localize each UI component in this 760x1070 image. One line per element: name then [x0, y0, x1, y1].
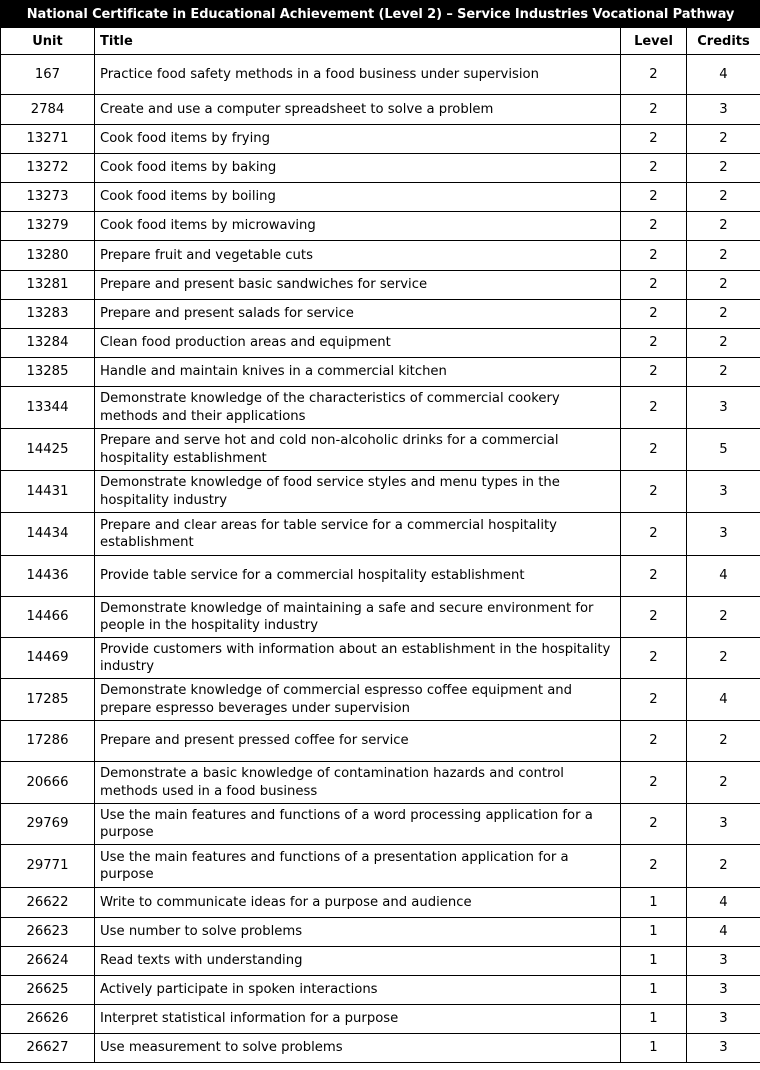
- level-cell: 2: [621, 125, 687, 154]
- level-cell: 2: [621, 638, 687, 679]
- credits-cell: 4: [687, 556, 760, 597]
- unit-cell: 20666: [1, 762, 95, 804]
- credits-cell: 2: [687, 597, 760, 638]
- level-cell: 1: [621, 918, 687, 947]
- title-cell: Demonstrate knowledge of food service styles and menu types in the hospitality industry: [95, 471, 621, 513]
- table-row: [1, 721, 760, 762]
- unit-cell: 26622: [1, 888, 95, 918]
- credits-cell: 3: [687, 976, 760, 1005]
- credits-cell: 5: [687, 429, 760, 471]
- unit-cell: 29771: [1, 845, 95, 888]
- unit-cell: 26623: [1, 918, 95, 947]
- title-cell: Handle and maintain knives in a commercial kitchen: [95, 358, 621, 387]
- banner-row: [1, 1, 760, 28]
- level-cell: 2: [621, 804, 687, 845]
- credits-cell: 2: [687, 358, 760, 387]
- unit-cell: 26625: [1, 976, 95, 1005]
- unit-cell: 13279: [1, 212, 95, 241]
- title-cell: Cook food items by boiling: [95, 183, 621, 212]
- credits-cell: 4: [687, 918, 760, 947]
- level-cell: 2: [621, 212, 687, 241]
- title-cell: Clean food production areas and equipment: [95, 329, 621, 358]
- table-row: [1, 358, 760, 387]
- table-row: [1, 241, 760, 271]
- unit-cell: 14434: [1, 513, 95, 556]
- unit-cell: 14436: [1, 556, 95, 597]
- title-cell: Demonstrate knowledge of the characteristics of commercial cookery methods and their applications: [95, 387, 621, 429]
- credits-cell: 2: [687, 638, 760, 679]
- unit-cell: 14431: [1, 471, 95, 513]
- table-row: [1, 513, 760, 556]
- credits-cell: 3: [687, 1005, 760, 1034]
- unit-cell: 14466: [1, 597, 95, 638]
- table-body: [1, 55, 760, 1063]
- level-cell: 2: [621, 329, 687, 358]
- table-row: [1, 762, 760, 804]
- credits-cell: 2: [687, 762, 760, 804]
- table-row: [1, 888, 760, 918]
- table-row: [1, 947, 760, 976]
- table-row: [1, 154, 760, 183]
- unit-cell: 13285: [1, 358, 95, 387]
- table-row: [1, 329, 760, 358]
- unit-cell: 26624: [1, 947, 95, 976]
- credits-cell: 2: [687, 212, 760, 241]
- level-cell: 2: [621, 183, 687, 212]
- table-row: [1, 212, 760, 241]
- title-cell: Prepare and present salads for service: [95, 300, 621, 329]
- credits-cell: 4: [687, 679, 760, 721]
- credits-cell: 2: [687, 271, 760, 300]
- credits-cell: 3: [687, 804, 760, 845]
- level-cell: 2: [621, 154, 687, 183]
- title-cell: Demonstrate a basic knowledge of contamination hazards and control methods used in a food business: [95, 762, 621, 804]
- level-cell: 2: [621, 721, 687, 762]
- credits-cell: 2: [687, 721, 760, 762]
- unit-cell: 14469: [1, 638, 95, 679]
- title-cell: Write to communicate ideas for a purpose and audience: [95, 888, 621, 918]
- level-cell: 1: [621, 888, 687, 918]
- table-row: [1, 638, 760, 679]
- unit-cell: 13281: [1, 271, 95, 300]
- credits-cell: 3: [687, 95, 760, 125]
- table-row: [1, 1005, 760, 1034]
- table-row: [1, 183, 760, 212]
- unit-cell: 17285: [1, 679, 95, 721]
- unit-cell: 13273: [1, 183, 95, 212]
- level-cell: 2: [621, 429, 687, 471]
- credits-cell: 2: [687, 154, 760, 183]
- unit-cell: 17286: [1, 721, 95, 762]
- title-cell: Interpret statistical information for a purpose: [95, 1005, 621, 1034]
- table-row: [1, 271, 760, 300]
- title-cell: Demonstrate knowledge of maintaining a safe and secure environment for people in the hospitality industry: [95, 597, 621, 638]
- title-cell: Actively participate in spoken interactions: [95, 976, 621, 1005]
- level-cell: 1: [621, 1034, 687, 1063]
- level-cell: 2: [621, 55, 687, 95]
- level-cell: 2: [621, 513, 687, 556]
- title-cell: Use the main features and functions of a presentation application for a purpose: [95, 845, 621, 888]
- level-cell: 2: [621, 679, 687, 721]
- unit-cell: 13284: [1, 329, 95, 358]
- level-cell: 2: [621, 845, 687, 888]
- credits-cell: 2: [687, 300, 760, 329]
- table-row: [1, 976, 760, 1005]
- level-cell: 2: [621, 241, 687, 271]
- table-row: [1, 845, 760, 888]
- credits-cell: 3: [687, 513, 760, 556]
- level-cell: 1: [621, 1005, 687, 1034]
- table-row: [1, 55, 760, 95]
- title-cell: Practice food safety methods in a food business under supervision: [95, 55, 621, 95]
- table-row: [1, 1034, 760, 1063]
- title-cell: Read texts with understanding: [95, 947, 621, 976]
- unit-cell: 13344: [1, 387, 95, 429]
- table-row: [1, 679, 760, 721]
- level-cell: 2: [621, 271, 687, 300]
- title-cell: Cook food items by microwaving: [95, 212, 621, 241]
- title-cell: Prepare and present basic sandwiches for service: [95, 271, 621, 300]
- unit-cell: 13271: [1, 125, 95, 154]
- title-cell: Demonstrate knowledge of commercial espresso coffee equipment and prepare espresso beverages under supervision: [95, 679, 621, 721]
- credits-cell: 2: [687, 125, 760, 154]
- table-row: [1, 95, 760, 125]
- credits-cell: 3: [687, 387, 760, 429]
- level-cell: 2: [621, 471, 687, 513]
- title-cell: Use the main features and functions of a word processing application for a purpose: [95, 804, 621, 845]
- credits-cell: 2: [687, 241, 760, 271]
- table-row: [1, 300, 760, 329]
- level-cell: 2: [621, 358, 687, 387]
- table-row: [1, 804, 760, 845]
- level-cell: 2: [621, 597, 687, 638]
- title-cell: Prepare and serve hot and cold non-alcoholic drinks for a commercial hospitality establishment: [95, 429, 621, 471]
- title-cell: Prepare and clear areas for table service for a commercial hospitality establishment: [95, 513, 621, 556]
- level-cell: 1: [621, 947, 687, 976]
- table-row: [1, 429, 760, 471]
- title-cell: Cook food items by baking: [95, 154, 621, 183]
- unit-cell: 13280: [1, 241, 95, 271]
- title-cell: Prepare fruit and vegetable cuts: [95, 241, 621, 271]
- table-banner: National Certificate in Educational Achievement (Level 2) – Service Industries Vocational Pathway: [1, 1, 760, 28]
- credits-cell: 2: [687, 845, 760, 888]
- column-header-title: Title: [95, 28, 621, 55]
- table-row: [1, 125, 760, 154]
- level-cell: 2: [621, 762, 687, 804]
- title-cell: Provide customers with information about an establishment in the hospitality industry: [95, 638, 621, 679]
- table-row: [1, 387, 760, 429]
- title-cell: Use number to solve problems: [95, 918, 621, 947]
- header-row: [1, 28, 760, 55]
- unit-cell: 29769: [1, 804, 95, 845]
- unit-cell: 2784: [1, 95, 95, 125]
- table-row: [1, 471, 760, 513]
- credits-cell: 3: [687, 947, 760, 976]
- unit-cell: 167: [1, 55, 95, 95]
- credits-cell: 4: [687, 55, 760, 95]
- title-cell: Use measurement to solve problems: [95, 1034, 621, 1063]
- level-cell: 2: [621, 556, 687, 597]
- unit-cell: 14425: [1, 429, 95, 471]
- unit-cell: 13283: [1, 300, 95, 329]
- level-cell: 2: [621, 387, 687, 429]
- column-header-credits: Credits: [687, 28, 760, 55]
- credits-cell: 2: [687, 329, 760, 358]
- title-cell: Prepare and present pressed coffee for service: [95, 721, 621, 762]
- level-cell: 2: [621, 300, 687, 329]
- credits-cell: 3: [687, 1034, 760, 1063]
- credits-cell: 4: [687, 888, 760, 918]
- credits-cell: 2: [687, 183, 760, 212]
- column-header-level: Level: [621, 28, 687, 55]
- unit-cell: 26626: [1, 1005, 95, 1034]
- unit-cell: 13272: [1, 154, 95, 183]
- table-row: [1, 597, 760, 638]
- table-row: [1, 918, 760, 947]
- level-cell: 2: [621, 95, 687, 125]
- credits-cell: 3: [687, 471, 760, 513]
- title-cell: Provide table service for a commercial hospitality establishment: [95, 556, 621, 597]
- title-cell: Cook food items by frying: [95, 125, 621, 154]
- title-cell: Create and use a computer spreadsheet to solve a problem: [95, 95, 621, 125]
- table-row: [1, 556, 760, 597]
- column-header-unit: Unit: [1, 28, 95, 55]
- unit-cell: 26627: [1, 1034, 95, 1063]
- level-cell: 1: [621, 976, 687, 1005]
